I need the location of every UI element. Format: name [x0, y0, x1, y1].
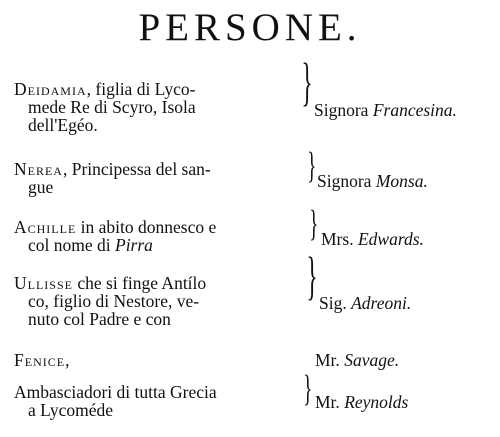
character-name: Achille — [14, 217, 77, 237]
cast-entry-achille — [14, 202, 494, 258]
cast-entry-fenice — [14, 351, 494, 371]
brace: } — [309, 202, 319, 244]
cast-entry-ullisse — [14, 248, 494, 334]
cast-entry-ambasciadori — [14, 367, 494, 423]
actor-credit: Mrs. Edwards. — [321, 229, 424, 249]
brace: } — [301, 54, 313, 112]
character-name: Ullisse — [14, 273, 73, 293]
role-description: Deidamia, figlia di Lyco- mede Re di Scyro, Isola dell'Egéo. — [14, 79, 196, 135]
page-title: PERSONE. — [138, 6, 362, 49]
character-name: Ambasciadori di tutta Grecia — [14, 382, 217, 402]
role-description: Nerea, Principessa del san- gue — [14, 159, 211, 197]
role-description: Ambasciadori di tutta Grecia a Lycoméde — [14, 383, 298, 419]
actor-credit: Signora Francesina. — [314, 100, 457, 120]
character-name: Deidamia — [14, 79, 87, 99]
actor-credit: Signora Monsa. — [317, 171, 428, 191]
role-description: Achille in abito donnesco e col nome di Pirra — [14, 217, 217, 255]
character-name: Nerea — [14, 159, 63, 179]
cast-entry-nerea — [14, 144, 494, 200]
brace: } — [306, 248, 318, 306]
role-description: Ullisse che si finge Antílo co, figlio di Nestore, ve- nuto col Padre e con — [14, 273, 207, 329]
brace: } — [303, 367, 313, 409]
character-name: Fenice — [14, 350, 66, 370]
actor-credit: Mr. Reynolds — [315, 392, 409, 412]
role-description: Fenice, — [14, 350, 70, 370]
cast-entry-deidamia — [14, 54, 494, 140]
brace: } — [307, 144, 317, 186]
actor-credit: Mr. Savage. — [315, 350, 400, 370]
actor-credit: Sig. Adreoni. — [319, 293, 412, 313]
